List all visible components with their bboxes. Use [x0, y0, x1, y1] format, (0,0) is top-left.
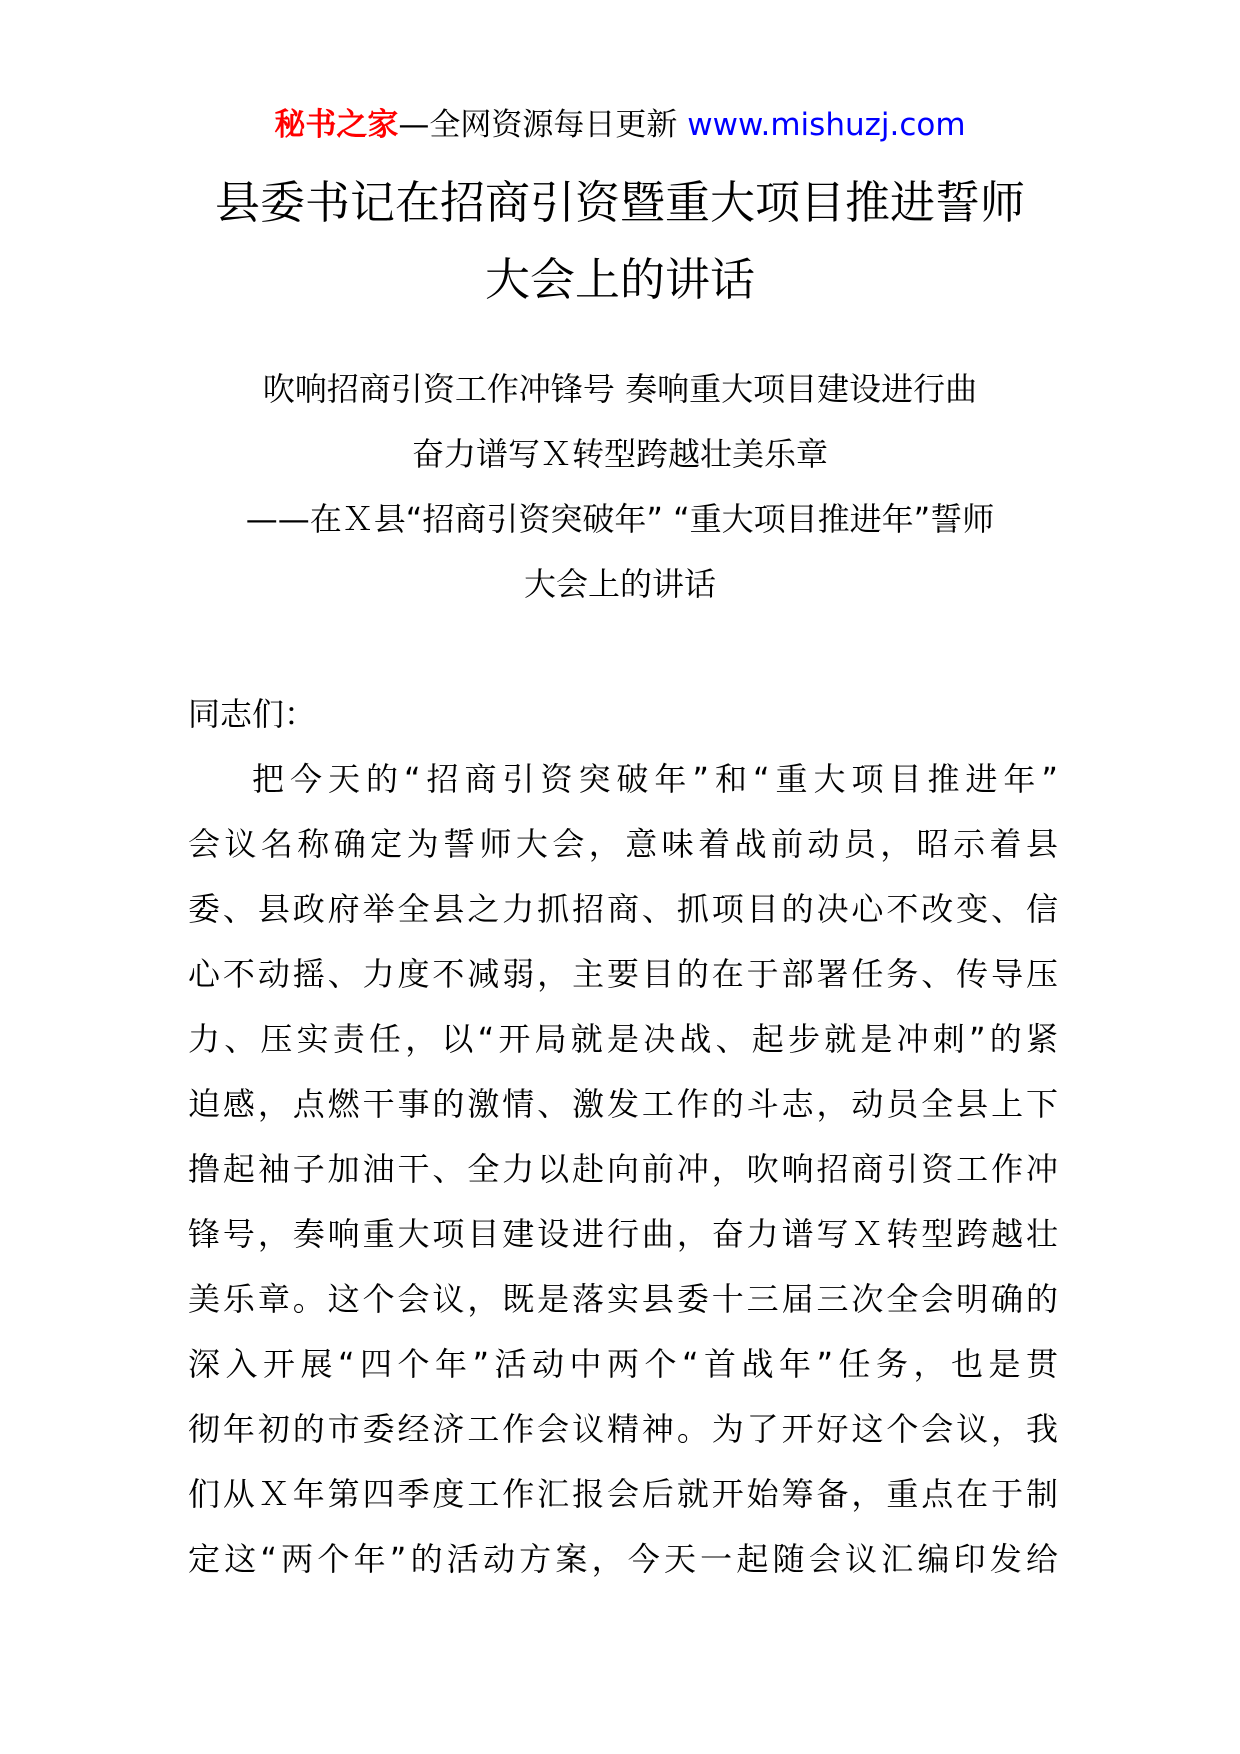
paragraph-line: 定这“两个年”的活动方案，今天一起随会议汇编印发给 — [188, 1540, 1058, 1578]
paragraph-line: 会议名称确定为誓师大会，意味着战前动员，昭示着县 — [188, 825, 1058, 863]
site-header — [0, 100, 1240, 150]
paragraph-line: 们从Ｘ年第四季度工作汇报会后就开始筹备，重点在于制 — [188, 1475, 1058, 1513]
salutation: 同志们： — [188, 695, 317, 733]
document-title — [180, 164, 1060, 318]
site-url[interactable]: www.mishuzj.com — [687, 107, 966, 143]
paragraph-line: 深入开展“四个年”活动中两个“首战年”任务，也是贯 — [188, 1345, 1058, 1383]
paragraph-line: 迫感，点燃干事的激情、激发工作的斗志，动员全县上下 — [188, 1085, 1058, 1123]
title-line: 县委书记在招商引资暨重大项目推进誓师 — [214, 176, 1025, 229]
subtitle-line: 奋力谱写Ｘ转型跨越壮美乐章 — [411, 435, 828, 473]
header-tagline: —全网资源每日更新 — [398, 107, 688, 143]
subtitle-line: 吹响招商引资工作冲锋号 奏响重大项目建设进行曲 — [262, 370, 978, 408]
paragraph-line: 锋号，奏响重大项目建设进行曲，奋力谱写Ｘ转型跨越壮 — [188, 1215, 1058, 1253]
subtitle-line: 大会上的讲话 — [523, 565, 716, 603]
speech-body — [188, 682, 1058, 1592]
document-subtitle — [180, 357, 1060, 617]
paragraph-line: 心不动摇、力度不减弱，主要目的在于部署任务、传导压 — [188, 955, 1058, 993]
paragraph-line: 彻年初的市委经济工作会议精神。为了开好这个会议，我 — [188, 1410, 1058, 1448]
brand-name: 秘书之家 — [274, 107, 399, 143]
title-line: 大会上的讲话 — [484, 253, 755, 306]
paragraph-line: 美乐章。这个会议，既是落实县委十三届三次全会明确的 — [188, 1280, 1058, 1318]
paragraph-line: 把今天的“招商引资突破年”和“重大项目推进年” — [252, 760, 1058, 798]
subtitle-line: ——在Ｘ县“招商引资突破年” “重大项目推进年”誓师 — [245, 500, 995, 538]
paragraph-line: 撸起袖子加油干、全力以赴向前冲，吹响招商引资工作冲 — [188, 1150, 1058, 1188]
paragraph-line: 力、压实责任，以“开局就是决战、起步就是冲刺”的紧 — [188, 1020, 1058, 1058]
paragraph-line: 委、县政府举全县之力抓招商、抓项目的决心不改变、信 — [188, 890, 1058, 928]
